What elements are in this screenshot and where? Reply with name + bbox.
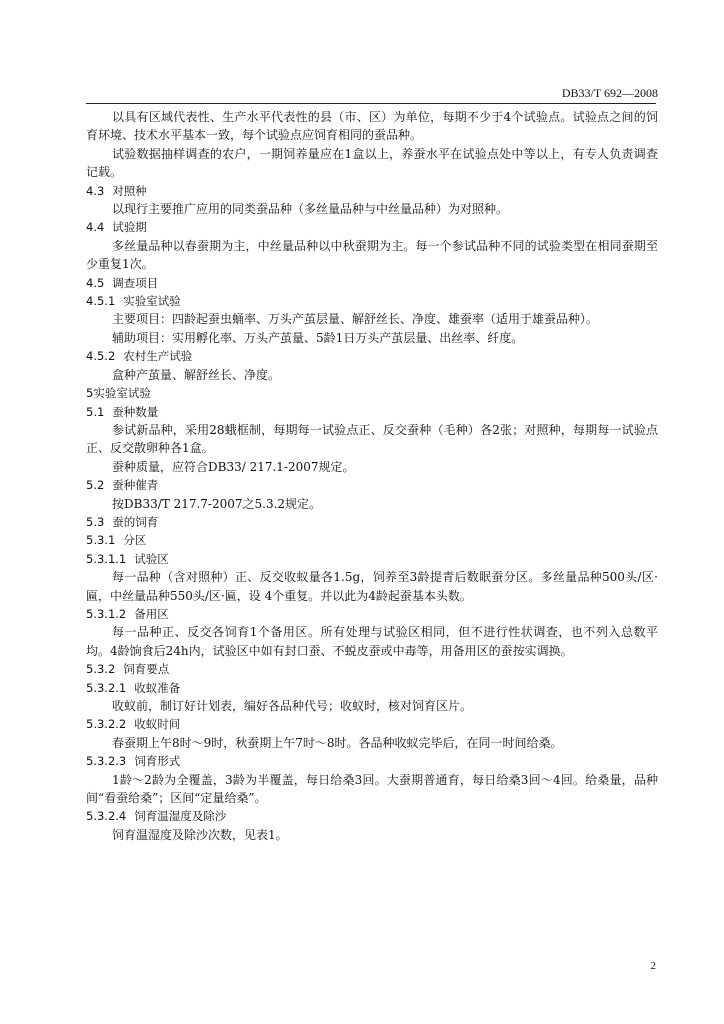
section-number: 5.3.2.2 (86, 717, 127, 732)
section-number: 5.3.2.4 (86, 809, 127, 824)
section-number: 5.3.1.1 (86, 551, 127, 566)
section-number: 5 (86, 386, 94, 401)
section-title: 蚕的饲育 (112, 514, 159, 529)
chapter-heading (86, 384, 658, 402)
section-number: 4.5.2 (86, 349, 116, 364)
section-number: 4.3 (86, 183, 105, 198)
section-heading (86, 347, 658, 365)
section-number: 5.3 (86, 514, 105, 529)
section-number: 5.1 (86, 404, 105, 419)
section-heading (86, 660, 658, 678)
section-title: 饲育温湿度及除沙 (134, 809, 227, 824)
section-heading (86, 605, 658, 623)
section-title: 农村生产试验 (123, 349, 193, 364)
body-paragraph: 试验数据抽样调查的农户，一期饲养量应在1盒以上，养蚕水平在试验点处中等以上，有专人负责调查记载。 (86, 146, 658, 180)
section-number: 5.3.1.2 (86, 606, 127, 621)
body-paragraph: 参试新品种，采用28蛾框制，每期每一试验点正、反交蚕种（毛种）各2张；对照种，每期每一试验点正、反交散卵种各1盒。 (86, 422, 658, 456)
section-title: 分区 (123, 533, 147, 548)
section-heading (86, 752, 658, 770)
section-heading (86, 274, 658, 292)
section-number: 5.3.2.1 (86, 680, 127, 695)
document-code: DB33/T 692—2008 (561, 86, 658, 100)
body-paragraph: 1龄～2龄为全覆盖，3龄为半覆盖，每日给桑3回。大蚕期普通育，每日给桑3回～4回。给桑量，品种间“看蚕给桑”；区间“定量给桑”。 (86, 772, 658, 806)
section-number: 4.5 (86, 275, 105, 290)
body-paragraph: 春蚕期上午8时～9时，秋蚕期上午7时～8时。各品种收蚁完毕后，在同一时间给桑。 (112, 735, 563, 750)
body-paragraph: 每一品种（含对照种）正、反交收蚁量各1.5g，饲养至3龄提青后数眠蚕分区。多丝量品种500头/区·匾，中丝量品种550头/区·匾，设 4个重复。并以此为4龄起蚕基本头数。 (86, 570, 658, 603)
body-paragraph: 饲育温湿度及除沙次数，见表1。 (112, 827, 288, 842)
section-heading (86, 218, 658, 236)
section-heading (86, 679, 658, 697)
section-title: 实验室试验 (123, 294, 181, 309)
section-title: 饲育要点 (123, 662, 170, 677)
section-title: 饲育形式 (134, 754, 181, 769)
section-title: 调查项目 (112, 275, 159, 290)
section-title: 实验室试验 (93, 386, 151, 401)
section-title: 对照种 (112, 183, 147, 198)
section-number: 5.3.1 (86, 533, 116, 548)
section-heading (86, 807, 658, 825)
section-number: 4.4 (86, 220, 105, 235)
page-number: 2 (650, 960, 656, 972)
body-paragraph: 每一品种正、反交各饲育1个备用区。所有处理与试验区相同，但不进行性状调查，也不列入总数平均。4龄饷食后24h内，试验区中如有封口蚕、不蜕皮蚕或中毒等，用备用区的蚕按实调换。 (86, 625, 658, 658)
section-heading (86, 550, 658, 568)
body-paragraph: 以现行主要推广应用的同类蚕品种（多丝量品种与中丝量品种）为对照种。 (112, 202, 509, 217)
body-paragraph: 主要项目：四龄起蚕虫蛹率、万头产茧层量、解舒丝长、净度、雄蚕率（适用于雄蚕品种）。 (112, 312, 599, 327)
section-heading (86, 531, 658, 549)
body-paragraph: 盒种产茧量、解舒丝长、净度。 (112, 367, 281, 382)
body-paragraph: 以具有区域代表性、生产水平代表性的县（市、区）为单位，每期不少于4个试验点。试验点之间的饲育环境、技术水平基本一致，每个试验点应饲育相同的蚕品种。 (86, 110, 658, 143)
body-paragraph: 蚕种质量，应符合DB33/ 217.1-2007规定。 (112, 459, 355, 474)
section-title: 收蚁时间 (134, 717, 181, 732)
section-heading (86, 182, 658, 200)
section-title: 蚕种催青 (112, 478, 159, 493)
section-number: 4.5.1 (86, 294, 116, 309)
section-number: 5.2 (86, 478, 105, 493)
section-number: 5.3.2 (86, 662, 116, 677)
section-title: 试验区 (134, 551, 169, 566)
section-heading (86, 715, 658, 733)
section-heading (86, 292, 658, 310)
section-heading (86, 513, 658, 531)
header-rule (86, 103, 656, 104)
section-heading (86, 476, 658, 494)
section-title: 收蚁准备 (134, 680, 181, 695)
body-paragraph: 按DB33/T 217.7-2007之5.3.2规定。 (112, 496, 322, 511)
section-heading (86, 403, 658, 421)
body-paragraph: 收蚁前，制订好计划表，编好各品种代号；收蚁时，核对饲育区片。 (112, 699, 473, 713)
body-paragraph: 辅助项目：实用孵化率、万头产茧量、5龄1日万头产茧层量、出丝率、纤度。 (112, 330, 524, 345)
section-title: 备用区 (134, 606, 169, 621)
section-title: 试验期 (112, 220, 147, 235)
section-number: 5.3.2.3 (86, 754, 127, 769)
body-paragraph: 多丝量品种以春蚕期为主，中丝量品种以中秋蚕期为主。每一个参试品种不同的试验类型在相同蚕期至少重复1次。 (86, 238, 658, 272)
document-body (86, 108, 658, 844)
section-title: 蚕种数量 (112, 404, 159, 419)
